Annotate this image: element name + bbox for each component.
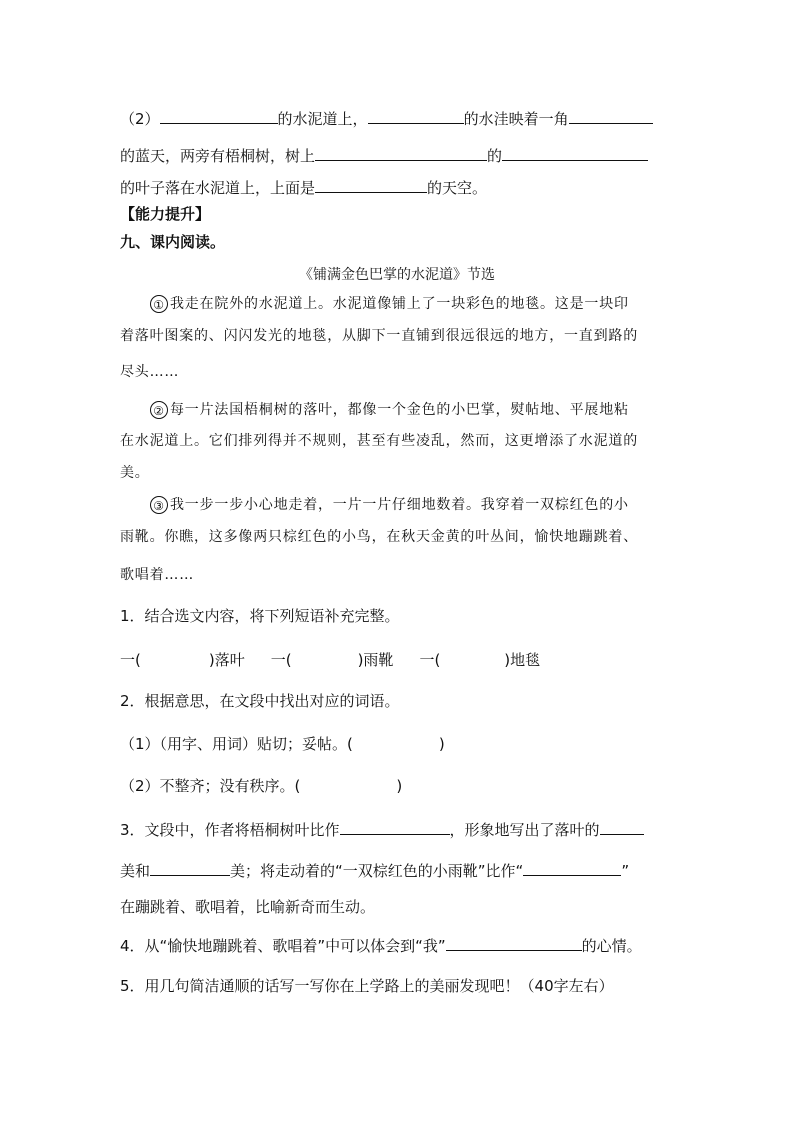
question-1-phrases [120, 650, 540, 670]
answer-blank[interactable] [315, 177, 427, 193]
answer-blank[interactable] [600, 819, 644, 835]
text-fragment: 的 [487, 147, 503, 165]
fill-in-line-3 [120, 177, 487, 198]
text-fragment: 的水洼映着一角 [463, 110, 569, 128]
text-fragment: ) [396, 777, 403, 795]
question-2-item-2 [120, 776, 402, 796]
text-fragment: 美；将走动着的“一双棕红色的小雨靴”比作“ [230, 862, 524, 880]
reading-heading: 九、课内阅读。 [120, 233, 226, 251]
passage-title: 《铺满金色巴掌的水泥道》节选 [299, 267, 495, 283]
phrase-suffix: )落叶 [208, 651, 245, 669]
fill-in-line-1 [120, 108, 653, 129]
passage-paragraph-1-line-3: 尽头…… [120, 364, 180, 380]
section-heading: 【能力提升】 [120, 205, 211, 223]
question-3-line-3: 在蹦跳着、歌唱着，比喻新奇而生动。 [120, 898, 376, 916]
phrase-prefix: 一( [270, 651, 292, 669]
phrase-prefix: 一( [419, 651, 441, 669]
question-2: 2．根据意思，在文段中找出对应的词语。 [120, 692, 400, 710]
phrase-suffix: )雨靴 [357, 651, 394, 669]
question-3-line-1 [120, 819, 644, 840]
text-fragment: 的心情。 [581, 937, 642, 955]
text-fragment: 每一片法国梧桐树的落叶，都像一个金色的小巴掌，熨帖地、平展地粘 [170, 402, 629, 418]
passage-paragraph-2-line-2: 在水泥道上。它们排列得并不规则，甚至有些凌乱，然而，这更增添了水泥道的 [120, 433, 638, 449]
answer-blank[interactable] [502, 145, 648, 161]
passage-paragraph-1-line-1 [150, 294, 629, 314]
text-fragment: 的天空。 [427, 179, 488, 197]
text-fragment: （2）不整齐；没有秩序。( [120, 777, 301, 795]
passage-paragraph-1-line-2: 着落叶图案的、闪闪发光的地毯，从脚下一直铺到很远很远的地方，一直到路的 [120, 328, 638, 344]
answer-blank[interactable] [446, 935, 582, 951]
text-fragment: 我走在院外的水泥道上。水泥道像铺上了一块彩色的地毯。这是一块印 [170, 296, 629, 312]
question-4 [120, 935, 642, 956]
text-fragment: 的蓝天，两旁有梧桐树，树上 [120, 147, 316, 165]
text-fragment: 的叶子落在水泥道上，上面是 [120, 179, 316, 197]
question-5: 5．用几句简洁通顺的话写一写你在上学路上的美丽发现吧！（40字左右） [120, 977, 614, 995]
passage-paragraph-3-line-3: 歌唱着…… [120, 567, 194, 583]
text-fragment: ，形象地写出了落叶的 [449, 821, 600, 839]
text-fragment: 我一步一步小心地走着，一片一片仔细地数着。我穿着一双棕红色的小 [170, 497, 629, 513]
question-1: 1．结合选文内容，将下列短语补充完整。 [120, 607, 400, 625]
text-fragment: ) [438, 735, 445, 753]
paragraph-number: ③ [150, 496, 168, 514]
text-fragment: ” [621, 862, 630, 880]
passage-paragraph-3-line-1 [150, 495, 629, 515]
fill-in-line-2 [120, 145, 648, 166]
answer-blank[interactable] [150, 860, 230, 876]
question-3-line-2 [120, 860, 629, 881]
answer-blank[interactable] [523, 860, 621, 876]
answer-blank[interactable] [160, 108, 278, 124]
text-fragment: 3．文段中，作者将梧桐树叶比作 [120, 821, 340, 839]
passage-paragraph-2-line-1 [150, 400, 629, 420]
paragraph-number: ① [150, 295, 168, 313]
phrase-prefix: 一( [120, 651, 141, 669]
phrase-suffix: )地毯 [504, 651, 541, 669]
passage-paragraph-2-line-3: 美。 [120, 465, 150, 481]
text-fragment: 4．从“愉快地蹦跳着、歌唱着”中可以体会到“我” [120, 937, 446, 955]
answer-blank[interactable] [340, 819, 450, 835]
text-fragment: 的水泥道上， [277, 110, 368, 128]
passage-paragraph-3-line-2: 雨靴。你瞧，这多像两只棕红色的小鸟，在秋天金黄的叶丛间，愉快地蹦跳着、 [120, 529, 638, 545]
answer-blank[interactable] [368, 108, 464, 124]
question-2-item-1 [120, 734, 445, 754]
answer-blank[interactable] [569, 108, 653, 124]
paragraph-number: ② [150, 401, 168, 419]
sub-question-number: （2） [120, 110, 160, 128]
text-fragment: 美和 [120, 862, 151, 880]
text-fragment: （1）（用字、用词）贴切；妥帖。( [120, 735, 353, 753]
answer-blank[interactable] [315, 145, 487, 161]
